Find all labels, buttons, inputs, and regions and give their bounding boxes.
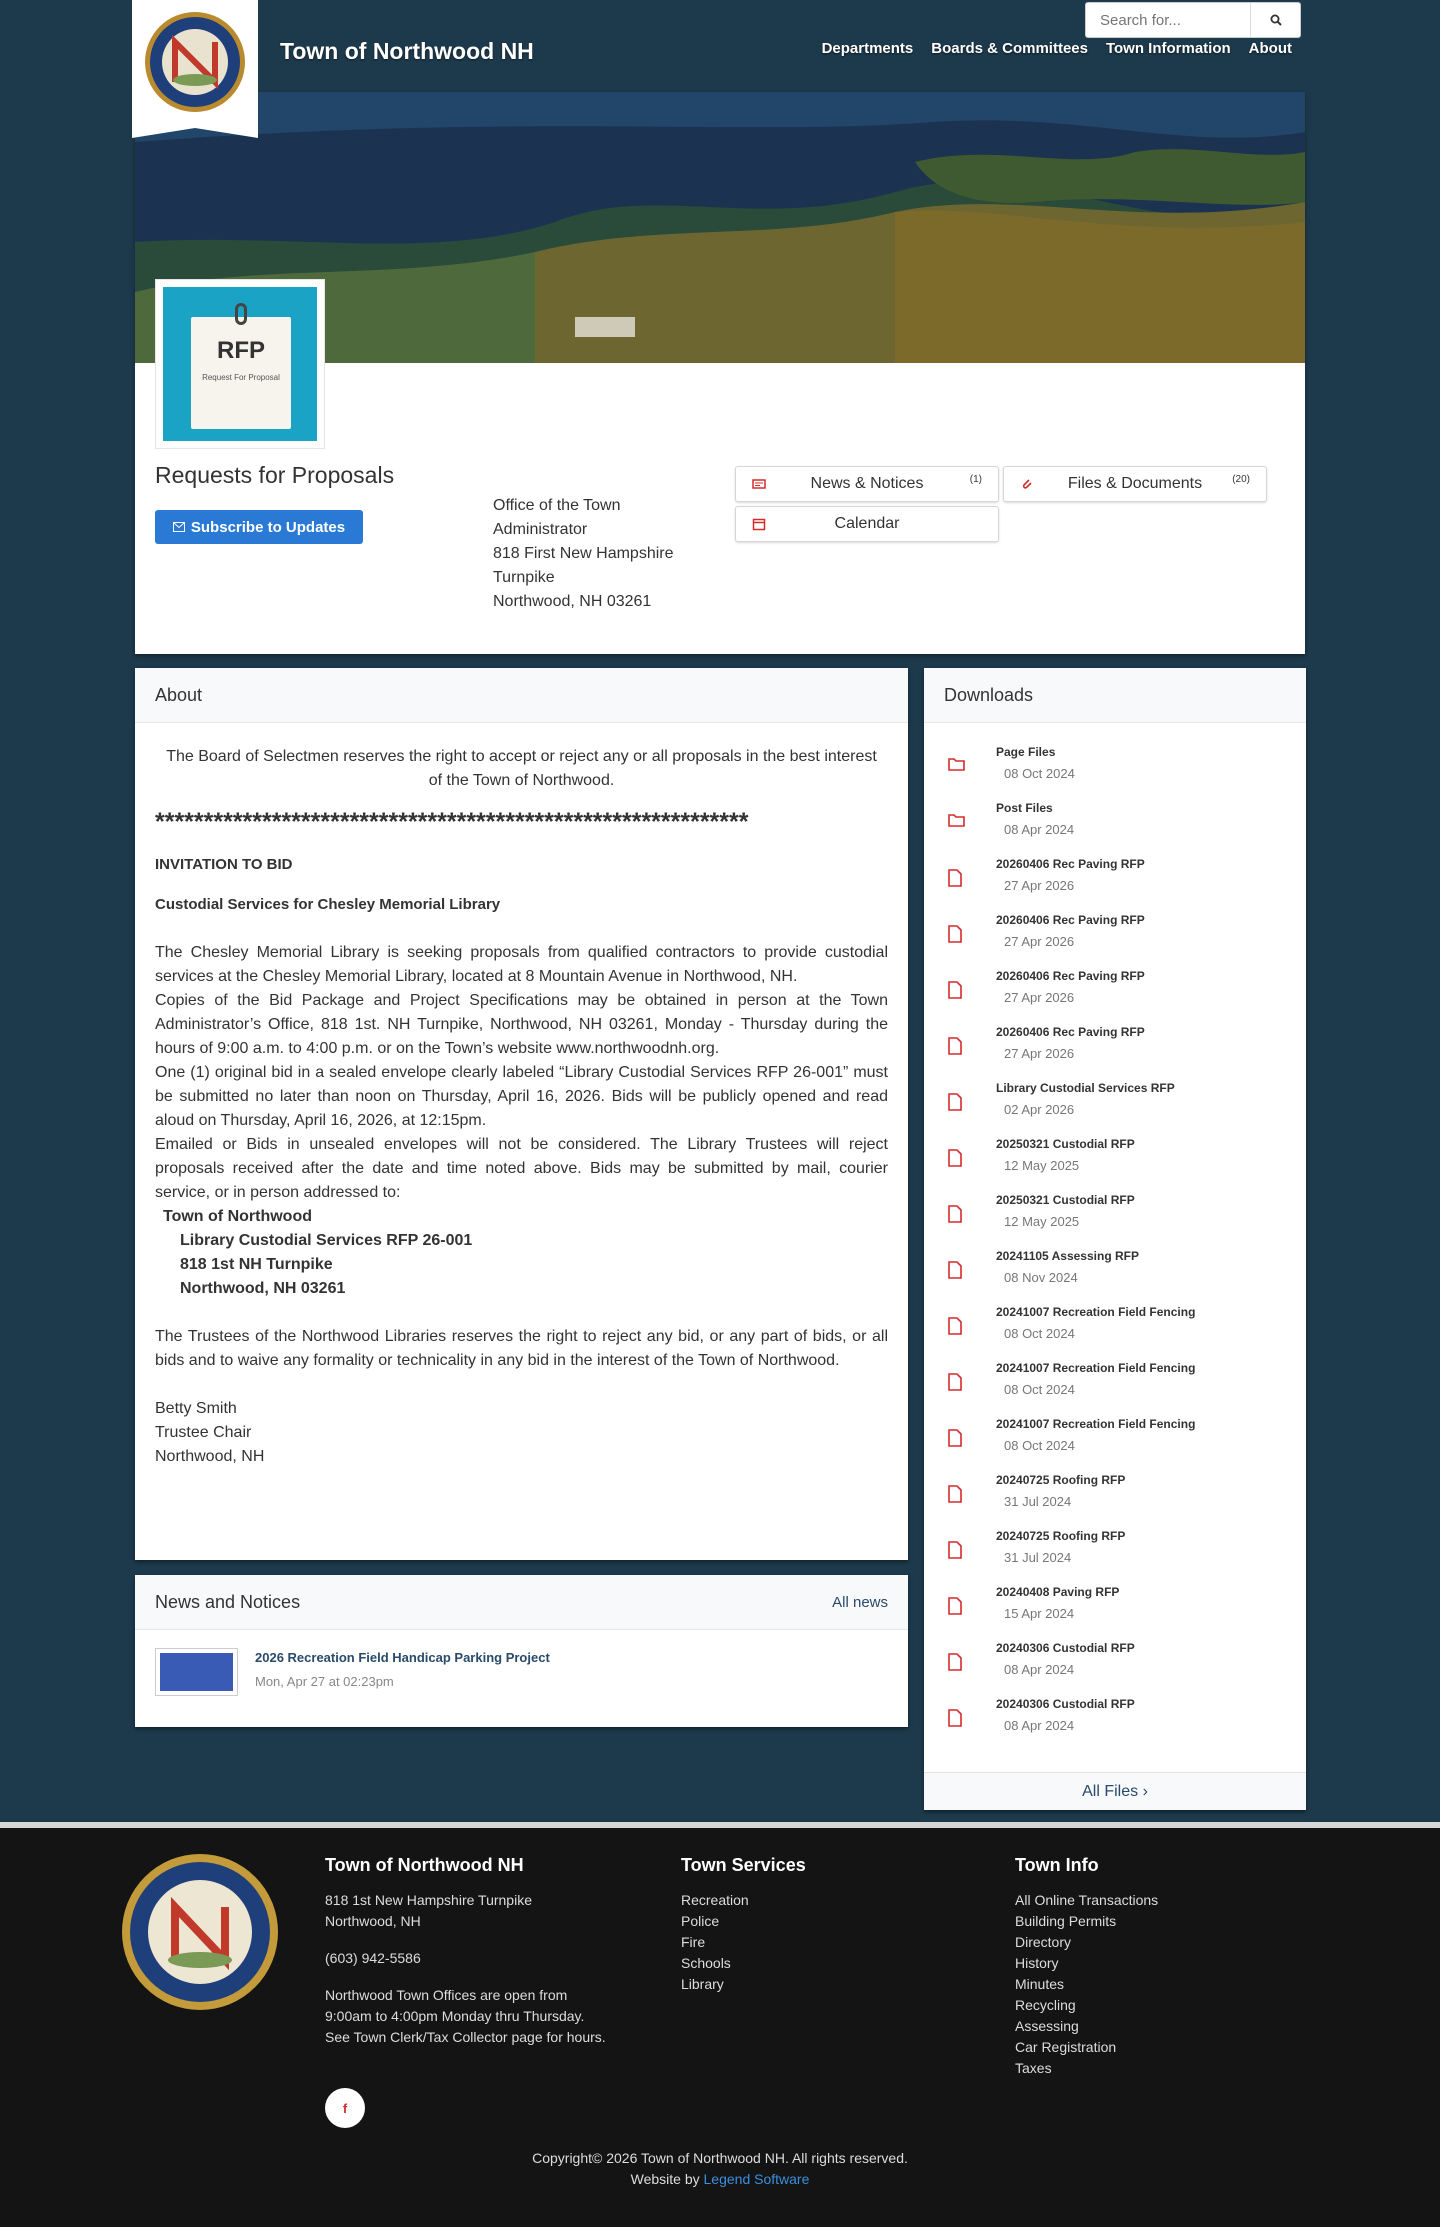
- download-date: 08 Oct 2024: [1004, 1438, 1075, 1453]
- download-date: 31 Jul 2024: [1004, 1550, 1072, 1565]
- download-name[interactable]: 20250321 Custodial RFP: [996, 1193, 1135, 1207]
- paperclip-icon: [1020, 477, 1034, 491]
- download-item[interactable]: [924, 1463, 1306, 1519]
- download-date: 08 Apr 2024: [1004, 822, 1075, 837]
- download-name[interactable]: 20260406 Rec Paving RFP: [996, 969, 1145, 983]
- address-line: Office of the Town: [493, 497, 621, 514]
- download-name[interactable]: 20240306 Custodial RFP: [996, 1641, 1135, 1655]
- download-item[interactable]: [924, 791, 1306, 847]
- footer-address-line: Northwood, NH: [325, 1913, 421, 1929]
- site-title[interactable]: Town of Northwood NH: [280, 38, 534, 64]
- news-notices-button[interactable]: [735, 466, 999, 502]
- download-name[interactable]: Post Files: [996, 801, 1053, 815]
- download-date: 02 Apr 2026: [1004, 1102, 1075, 1117]
- footer-heading: Town Info: [1015, 1855, 1099, 1875]
- download-date: 08 Nov 2024: [1004, 1270, 1078, 1285]
- download-date: 27 Apr 2026: [1004, 1046, 1075, 1061]
- website-by-label: Website by: [630, 2171, 700, 2187]
- file-icon: [948, 1373, 965, 1391]
- download-item[interactable]: [924, 1295, 1306, 1351]
- file-icon: [948, 1037, 965, 1055]
- download-name[interactable]: 20260406 Rec Paving RFP: [996, 913, 1145, 927]
- download-name[interactable]: 20260406 Rec Paving RFP: [996, 1025, 1145, 1039]
- file-icon: [948, 1653, 965, 1671]
- footer-link-fire[interactable]: Fire: [681, 1934, 706, 1950]
- folder-icon: [948, 813, 965, 831]
- nav-departments[interactable]: Departments: [821, 40, 914, 57]
- rfp-thumbnail: [155, 279, 325, 449]
- footer-link-directory[interactable]: Directory: [1015, 1934, 1072, 1950]
- news-heading: News and Notices: [155, 1591, 301, 1612]
- download-item[interactable]: [924, 1519, 1306, 1575]
- vendor-link[interactable]: Legend Software: [703, 2171, 810, 2187]
- folder-icon: [948, 757, 965, 775]
- download-item[interactable]: [924, 1351, 1306, 1407]
- footer-heading: Town Services: [681, 1855, 806, 1875]
- download-date: 27 Apr 2026: [1004, 934, 1075, 949]
- site-footer: [0, 1828, 1440, 2227]
- nav-about[interactable]: About: [1248, 40, 1292, 57]
- nav-boards-committees[interactable]: Boards & Committees: [931, 40, 1088, 57]
- footer-phone[interactable]: (603) 942-5586: [325, 1950, 421, 1966]
- about-paragraph: Emailed or Bids in unsealed envelopes will not be considered. The Library Trustees will reject proposals received after the date and time noted above. Bids may be submitted by mail, courier service, or in person addressed to:: [155, 1136, 888, 1201]
- download-date: 08 Apr 2024: [1004, 1718, 1075, 1733]
- about-paragraph: The Chesley Memorial Library is seeking proposals from qualified contractors to provide custodial services at the Chesley Memorial Library, located at 8 Mountain Avenue in Northwood, NH.: [155, 944, 888, 985]
- footer-col-info: [1015, 1855, 1265, 2079]
- mailing-address-line: Town of Northwood: [163, 1208, 312, 1225]
- download-name[interactable]: Library Custodial Services RFP: [996, 1081, 1175, 1095]
- files-documents-label: Files & Documents: [1067, 475, 1203, 492]
- about-heading: About: [135, 668, 908, 723]
- download-date: 27 Apr 2026: [1004, 878, 1075, 893]
- file-icon: [948, 1261, 965, 1279]
- subscribe-label: Subscribe to Updates: [190, 518, 346, 536]
- search-input[interactable]: [1086, 3, 1250, 37]
- town-seal-logo[interactable]: [130, 0, 260, 150]
- envelope-icon: [173, 522, 185, 532]
- search-button[interactable]: [1250, 3, 1300, 37]
- news-thumbnail[interactable]: [155, 1648, 238, 1696]
- download-item[interactable]: [924, 1071, 1306, 1127]
- footer-col-town: [325, 1855, 610, 2048]
- file-icon: [948, 981, 965, 999]
- file-icon: [948, 1429, 965, 1447]
- downloads-panel: [924, 668, 1306, 1810]
- download-date: 27 Apr 2026: [1004, 990, 1075, 1005]
- all-files-link[interactable]: All Files ›: [924, 1772, 1306, 1810]
- download-item[interactable]: [924, 1127, 1306, 1183]
- address-line: Turnpike: [493, 569, 555, 586]
- files-count: (20): [1232, 474, 1250, 485]
- address-line: 818 First New Hampshire: [493, 545, 674, 562]
- invitation-heading: INVITATION TO BID: [155, 856, 293, 873]
- footer-link-building-permits[interactable]: Building Permits: [1015, 1913, 1117, 1929]
- files-documents-button[interactable]: [1003, 466, 1267, 502]
- download-item[interactable]: [924, 847, 1306, 903]
- file-icon: [948, 1597, 965, 1615]
- download-name[interactable]: 20260406 Rec Paving RFP: [996, 857, 1145, 871]
- download-date: 08 Apr 2024: [1004, 1662, 1075, 1677]
- download-name[interactable]: 20250321 Custodial RFP: [996, 1137, 1135, 1151]
- footer-link-minutes[interactable]: Minutes: [1015, 1976, 1065, 1992]
- download-item[interactable]: [924, 1631, 1306, 1687]
- news-item-title[interactable]: 2026 Recreation Field Handicap Parking Project: [255, 1650, 550, 1665]
- file-icon: [948, 925, 965, 943]
- download-name[interactable]: 20241007 Recreation Field Fencing: [996, 1417, 1196, 1431]
- footer-link-online-transactions[interactable]: All Online Transactions: [1015, 1892, 1159, 1908]
- download-item[interactable]: [924, 1575, 1306, 1631]
- about-panel: [135, 668, 908, 1560]
- all-news-link[interactable]: All news: [832, 1593, 888, 1611]
- newspaper-icon: [752, 477, 766, 491]
- office-address: [493, 494, 703, 614]
- download-date: 12 May 2025: [1004, 1214, 1080, 1229]
- file-icon: [948, 1149, 965, 1167]
- site-header: [0, 0, 1440, 92]
- facebook-icon[interactable]: f: [325, 2088, 365, 2128]
- download-name[interactable]: 20240725 Roofing RFP: [996, 1529, 1126, 1543]
- about-paragraph: Copies of the Bid Package and Project Specifications may be obtained in person at the Town Administrator’s Office, 818 1st. NH Turnpike, Northwood, NH 03261, Monday - Thursday during the hours of 9:00 a.m. to 4:00 p.m. or on the Town’s website www.northwoodnh.org.: [155, 992, 888, 1057]
- service-title: Custodial Services for Chesley Memorial Library: [155, 896, 501, 913]
- download-date: 08 Oct 2024: [1004, 766, 1075, 781]
- footer-link-schools[interactable]: Schools: [681, 1955, 731, 1971]
- rfp-thumb-subtitle: Request For Proposal: [202, 373, 280, 382]
- footer-link-assessing[interactable]: Assessing: [1015, 2018, 1079, 2034]
- download-item[interactable]: [924, 1183, 1306, 1239]
- footer-link-recreation[interactable]: Recreation: [681, 1892, 749, 1908]
- search-icon: [1270, 14, 1282, 26]
- download-item[interactable]: [924, 1407, 1306, 1463]
- mailing-address-line: Library Custodial Services RFP 26-001: [180, 1232, 473, 1249]
- download-name[interactable]: 20240306 Custodial RFP: [996, 1697, 1135, 1711]
- footer-link-recycling[interactable]: Recycling: [1015, 1997, 1076, 2013]
- profile-card: [135, 92, 1305, 654]
- news-panel: [135, 1575, 908, 1727]
- footer-link-library[interactable]: Library: [681, 1976, 724, 1992]
- signature-name: Betty Smith: [155, 1400, 237, 1417]
- download-name[interactable]: 20240408 Paving RFP: [996, 1585, 1120, 1599]
- footer-link-police[interactable]: Police: [681, 1913, 720, 1929]
- main-navigation: [822, 40, 1292, 57]
- footer-link-car-registration[interactable]: Car Registration: [1015, 2039, 1117, 2055]
- download-name[interactable]: 20241007 Recreation Field Fencing: [996, 1305, 1196, 1319]
- download-name[interactable]: Page Files: [996, 745, 1056, 759]
- calendar-button[interactable]: [735, 506, 999, 542]
- address-line: Northwood, NH 03261: [493, 593, 652, 610]
- download-item[interactable]: [924, 735, 1306, 791]
- signature-location: Northwood, NH: [155, 1448, 265, 1465]
- download-date: 31 Jul 2024: [1004, 1494, 1072, 1509]
- file-icon: [948, 1205, 965, 1223]
- about-paragraph: One (1) original bid in a sealed envelope clearly labeled “Library Custodial Services RFP 26-001” must be submitted no later than noon on Thursday, April 16, 2026. Bids will be publicly opened and read aloud on Thursday, April 16, 2026, at 12:15pm.: [155, 1064, 888, 1129]
- download-date: 15 Apr 2024: [1004, 1606, 1075, 1621]
- footer-address-line: 818 1st New Hampshire Turnpike: [325, 1892, 532, 1908]
- calendar-label: Calendar: [834, 515, 900, 532]
- download-date: 12 May 2025: [1004, 1158, 1080, 1173]
- news-notices-label: News & Notices: [810, 475, 924, 492]
- rfp-thumb-title: RFP: [217, 337, 265, 364]
- copyright-text: Copyright© 2026 Town of Northwood NH. All rights reserved.: [532, 2150, 908, 2166]
- footer-heading: Town of Northwood NH: [325, 1855, 524, 1875]
- file-icon: [948, 1317, 965, 1335]
- download-item[interactable]: [924, 1239, 1306, 1295]
- file-icon: [948, 1093, 965, 1111]
- page-title: Requests for Proposals: [155, 462, 395, 488]
- download-item[interactable]: [924, 1687, 1306, 1743]
- stars-divider: *************************************************************: [155, 808, 749, 836]
- subscribe-button[interactable]: [155, 510, 363, 544]
- footer-seal-logo: [120, 1852, 280, 2017]
- file-icon: [948, 1541, 965, 1559]
- signature-title: Trustee Chair: [155, 1424, 252, 1441]
- download-item[interactable]: [924, 959, 1306, 1015]
- download-date: 08 Oct 2024: [1004, 1382, 1075, 1397]
- calendar-icon: [752, 517, 766, 531]
- file-icon: [948, 869, 965, 887]
- mailing-address-line: Northwood, NH 03261: [180, 1280, 346, 1297]
- download-item[interactable]: [924, 903, 1306, 959]
- downloads-heading: Downloads: [924, 668, 1306, 723]
- about-intro: The Board of Selectmen reserves the right to accept or reject any or all proposals in the best interest of the Town of Northwood.: [166, 748, 877, 789]
- download-name[interactable]: 20240725 Roofing RFP: [996, 1473, 1126, 1487]
- download-item[interactable]: [924, 1015, 1306, 1071]
- news-count: (1): [969, 474, 982, 485]
- footer-hours: Northwood Town Offices are open from 9:00am to 4:00pm Monday thru Thursday. See Town Clerk/Tax Collector page for hours.: [325, 1987, 606, 2045]
- copyright: [0, 2148, 1440, 2190]
- file-icon: [948, 1485, 965, 1503]
- downloads-list: [924, 723, 1306, 1743]
- download-date: 08 Oct 2024: [1004, 1326, 1075, 1341]
- paper-clip-icon: [235, 303, 247, 325]
- news-item-date: Mon, Apr 27 at 02:23pm: [255, 1674, 394, 1689]
- download-name[interactable]: 20241105 Assessing RFP: [996, 1249, 1139, 1263]
- footer-link-history[interactable]: History: [1015, 1955, 1059, 1971]
- footer-link-taxes[interactable]: Taxes: [1015, 2060, 1052, 2076]
- news-item: [135, 1630, 908, 1714]
- mailing-address-line: 818 1st NH Turnpike: [180, 1256, 333, 1273]
- download-name[interactable]: 20241007 Recreation Field Fencing: [996, 1361, 1196, 1375]
- search-box: [1085, 2, 1301, 38]
- about-paragraph: The Trustees of the Northwood Libraries reserves the right to reject any bid, or any part of bids, or all bids and to waive any formality or technicality in any bid in the interest of the Town of Northwood.: [155, 1328, 888, 1369]
- nav-town-information[interactable]: Town Information: [1105, 40, 1231, 57]
- footer-col-services: [681, 1855, 881, 1995]
- file-icon: [948, 1709, 965, 1727]
- address-line: Administrator: [493, 521, 588, 538]
